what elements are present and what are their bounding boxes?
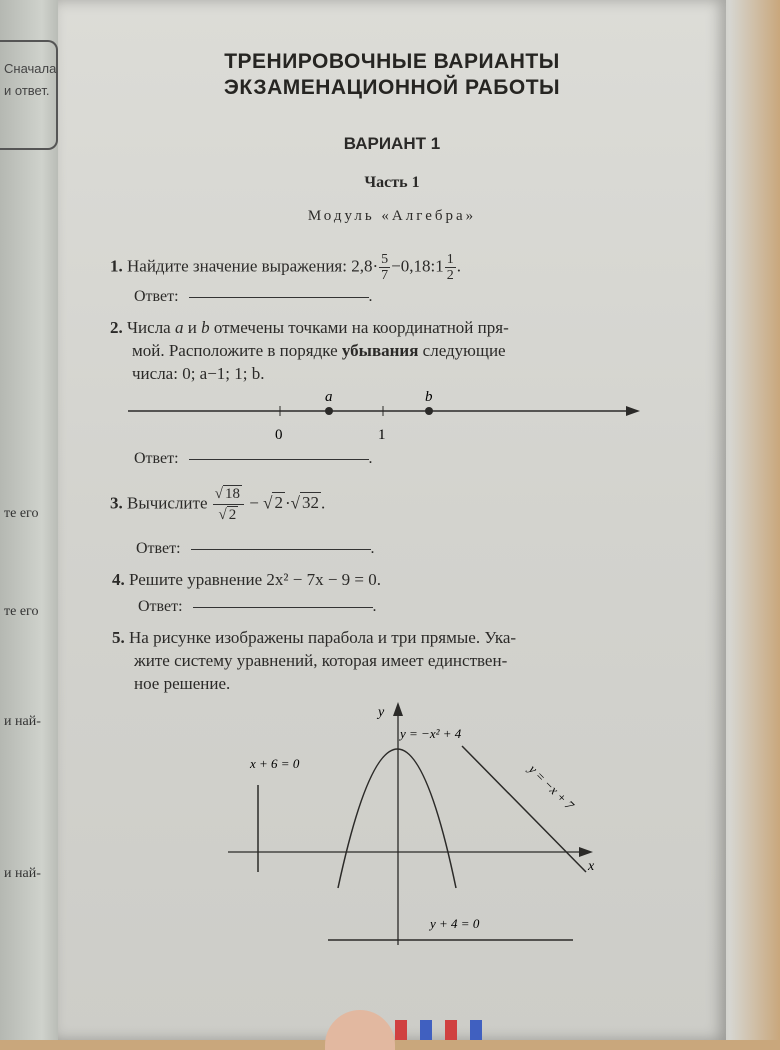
decor-stripe	[445, 1020, 457, 1040]
left-fragment: и най-	[4, 866, 41, 881]
task-text: жите систему уравнений, которая имеет единствен-	[134, 651, 508, 670]
answer-blank[interactable]	[193, 607, 373, 608]
task-number: 1.	[110, 256, 123, 276]
vertical-line-label: x + 6 = 0	[250, 756, 300, 771]
task-line	[110, 339, 670, 362]
point-a	[325, 407, 333, 415]
left-margin-box	[0, 40, 58, 150]
answer-blank[interactable]	[189, 459, 369, 460]
task-line	[112, 626, 672, 649]
radicand: 18	[225, 486, 240, 502]
task-text: мой. Расположите в порядке	[132, 341, 338, 360]
page-title-line1: ТРЕНИРОВОЧНЫЕ ВАРИАНТЫ	[224, 50, 560, 73]
answer-label: Ответ:	[136, 540, 181, 557]
task-2	[110, 316, 670, 385]
task-number: 5.	[112, 628, 125, 647]
fraction	[445, 252, 456, 283]
answer-line-1: Ответ: .	[134, 288, 373, 305]
task-text: Найдите значение выражения:	[127, 256, 347, 276]
x-axis-label: x	[588, 859, 595, 874]
fraction	[379, 252, 390, 283]
task-text: Вычислите	[127, 493, 208, 513]
graph-figure	[228, 700, 608, 950]
task-text: ное решение.	[134, 674, 231, 693]
left-box-text: Сначала	[4, 61, 57, 76]
variant-heading: ВАРИАНТ 1	[343, 134, 441, 153]
radicand: 32	[301, 493, 319, 513]
task-text: следующие	[422, 341, 506, 360]
task-text: и	[187, 318, 197, 337]
expression-part: 2,8·	[351, 256, 379, 276]
task-text: Числа	[127, 318, 171, 337]
denominator: 7	[381, 268, 389, 283]
module-heading: Модуль «Алгебра»	[307, 208, 477, 224]
task-text: На рисунке изображены парабола и три прямые. Ука-	[129, 628, 517, 647]
part-heading: Часть 1	[364, 174, 420, 191]
answer-line-2: Ответ: .	[134, 450, 373, 467]
label-b: b	[425, 389, 433, 405]
book-page	[58, 0, 726, 1040]
answer-label: Ответ:	[138, 598, 183, 615]
label-a: a	[325, 389, 333, 405]
task-4	[112, 568, 381, 591]
number-line	[128, 385, 648, 445]
radicand: 2	[228, 507, 237, 523]
denominator: √ 2	[218, 507, 237, 523]
task-line	[110, 316, 670, 339]
fraction	[213, 484, 244, 525]
left-box-text: и ответ.	[4, 83, 50, 98]
variable: a	[174, 318, 184, 337]
left-fragment: те его	[4, 506, 39, 521]
task-bold-text: убывания	[341, 341, 419, 360]
answer-label: Ответ:	[134, 450, 179, 467]
parabola-curve	[338, 749, 456, 888]
arrow-icon	[626, 406, 640, 416]
task-number: 2.	[110, 318, 123, 337]
variable: b	[201, 318, 210, 337]
task-text: отмечены точками на координатной пря-	[213, 318, 509, 337]
expression-end: .	[320, 493, 326, 513]
page-title-line2: ЭКЗАМЕНАЦИОННОЙ РАБОТЫ	[223, 76, 561, 99]
label-zero: 0	[275, 427, 283, 443]
decor-stripe	[395, 1020, 407, 1040]
y-axis-label: y	[378, 705, 385, 720]
task-1	[110, 252, 461, 283]
answer-line-4: Ответ: .	[138, 598, 377, 615]
expression-end: .	[456, 256, 461, 276]
decor-stripe	[470, 1020, 482, 1040]
task-5	[112, 626, 672, 695]
left-fragment: те его	[4, 604, 39, 619]
radicand: 2	[274, 493, 283, 513]
answer-line-3: Ответ: .	[136, 540, 375, 557]
arrow-icon	[579, 847, 593, 857]
answer-blank[interactable]	[189, 297, 369, 298]
task-number: 3.	[110, 493, 123, 513]
task-text: числа: 0; a−1; 1; b.	[132, 364, 265, 383]
label-one: 1	[378, 427, 386, 443]
horizontal-line-label: y + 4 = 0	[430, 916, 480, 931]
expression-part: −0,18:1	[391, 256, 444, 276]
decor-stripe	[420, 1020, 432, 1040]
operator: ·	[284, 493, 291, 513]
task-text: Решите уравнение 2x² − 7x − 9 = 0.	[129, 570, 382, 589]
operator: −	[249, 493, 259, 513]
task-3: 3. Вычислите $\frac{√ 18}{√ 2}$ − √ 2 ·√ 32 .	[110, 486, 326, 523]
parabola-label: y = −x² + 4	[400, 726, 462, 741]
answer-label: Ответ:	[134, 288, 179, 305]
task-number: 4.	[112, 570, 125, 589]
left-fragment: и най-	[4, 714, 41, 729]
denominator: 2	[446, 268, 454, 283]
arrow-icon	[393, 702, 403, 716]
point-b	[425, 407, 433, 415]
answer-blank[interactable]	[191, 549, 371, 550]
numerator: √ 18	[213, 484, 244, 505]
numerator: 1	[446, 252, 454, 267]
numerator: 5	[381, 252, 389, 267]
slant-line-label: y = −x + 7	[525, 761, 578, 813]
